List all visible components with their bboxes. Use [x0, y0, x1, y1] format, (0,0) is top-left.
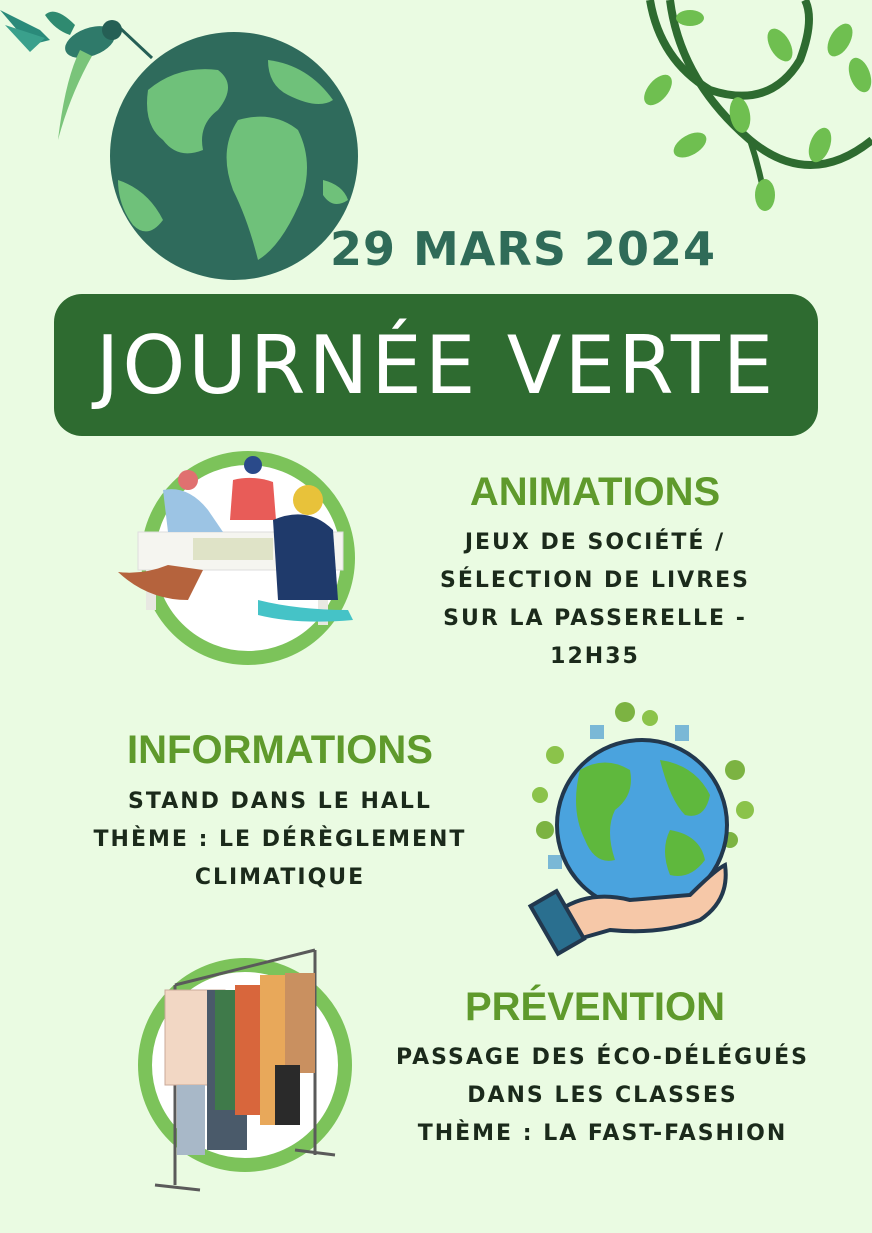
prevention-line-1: PASSAGE DES ÉCO-DÉLÉGUÉS [396, 1045, 809, 1070]
section-text-informations [50, 783, 510, 897]
informations-line-3: CLIMATIQUE [194, 865, 366, 890]
section-heading-informations: INFORMATIONS [127, 728, 433, 772]
informations-line-2: THÈME : LE DÉRÈGLEMENT [93, 827, 467, 852]
earth-in-hand-icon [520, 700, 765, 960]
vine-icon [640, 0, 872, 215]
animations-line-3: SUR LA PASSERELLE - [443, 606, 747, 631]
prevention-line-3: THÈME : LA FAST-FASHION [417, 1121, 788, 1146]
prevention-line-2: DANS LES CLASSES [467, 1083, 738, 1108]
section-heading-prevention: PRÉVENTION [464, 985, 726, 1029]
page-title: JOURNÉE VERTE [95, 318, 777, 412]
section-heading-animations: ANIMATIONS [469, 470, 721, 514]
clothes-rack-icon [135, 945, 365, 1195]
animations-line-1: JEUX DE SOCIÉTÉ / [464, 530, 726, 555]
title-banner [54, 294, 818, 436]
section-text-prevention [365, 1039, 840, 1153]
event-date: 29 MARS 2024 [330, 222, 716, 276]
section-text-animations [395, 524, 795, 676]
informations-line-1: STAND DANS LE HALL [128, 789, 432, 814]
animations-line-2: SÉLECTION DE LIVRES [439, 568, 751, 593]
board-game-icon [108, 450, 358, 670]
animations-line-4: 12H35 [550, 644, 640, 669]
earth-globe-icon [108, 30, 360, 282]
